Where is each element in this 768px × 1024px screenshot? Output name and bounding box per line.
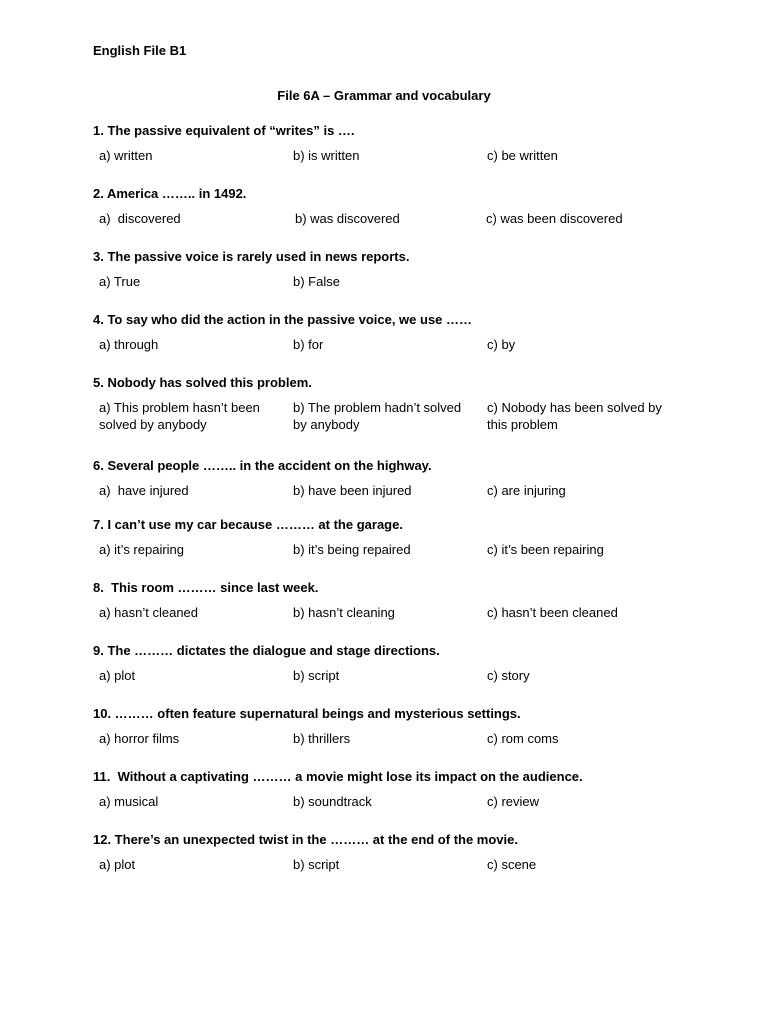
- option-c: c) rom coms: [487, 731, 559, 746]
- question-12: [93, 832, 693, 890]
- option-c: c) scene: [487, 857, 537, 872]
- option-c: c) it’s been repairing: [487, 542, 604, 557]
- question-3: [93, 249, 693, 307]
- answer-options: [93, 273, 693, 307]
- question-6: [93, 458, 693, 516]
- question-text: 12. There’s an unexpected twist in the ……… at the end of the movie.: [93, 832, 518, 847]
- option-c: c) hasn’t been cleaned: [487, 605, 618, 620]
- option-a: a) horror films: [99, 731, 180, 746]
- question-4: [93, 312, 693, 370]
- option-a: a) hasn’t cleaned: [99, 605, 199, 620]
- option-b: b) soundtrack: [293, 794, 372, 809]
- question-11: [93, 769, 693, 827]
- option-c: c) was been discovered: [486, 211, 623, 226]
- option-a: a) True: [99, 274, 141, 289]
- option-a: a) This problem hasn’t been solved by anybody: [99, 400, 264, 432]
- answer-options: [93, 399, 693, 433]
- question-text: 6. Several people …….. in the accident on the highway.: [93, 458, 432, 473]
- question-text: 4. To say who did the action in the passive voice, we use ……: [93, 312, 473, 327]
- page-title: File 6A – Grammar and vocabulary: [277, 88, 491, 103]
- question-7: [93, 517, 693, 575]
- answer-options: [93, 856, 693, 890]
- option-b: b) script: [293, 668, 340, 683]
- question-text: 8. This room ……… since last week.: [93, 580, 319, 595]
- answer-options: [93, 730, 693, 764]
- answer-options: [93, 482, 693, 516]
- option-a: a) it’s repairing: [99, 542, 185, 557]
- document-header: English File B1: [93, 43, 187, 58]
- option-a: a) through: [99, 337, 159, 352]
- question-2: [93, 186, 693, 244]
- option-b: b) hasn’t cleaning: [293, 605, 395, 620]
- question-1: [93, 123, 693, 181]
- option-a: a) have injured: [99, 483, 189, 498]
- answer-options: [93, 604, 693, 638]
- option-b: b) is written: [293, 148, 360, 163]
- question-10: [93, 706, 693, 764]
- answer-options: [93, 541, 693, 575]
- question-8: [93, 580, 693, 638]
- option-c: c) are injuring: [487, 483, 566, 498]
- answer-options: [93, 667, 693, 701]
- option-c: c) story: [487, 668, 530, 683]
- option-a: a) written: [99, 148, 153, 163]
- question-text: 7. I can’t use my car because ……… at the garage.: [93, 517, 403, 532]
- answer-options: [93, 147, 693, 181]
- option-c: c) by: [487, 337, 516, 352]
- option-a: a) discovered: [99, 211, 181, 226]
- question-text: 9. The ……… dictates the dialogue and stage directions.: [93, 643, 440, 658]
- question-text: 11. Without a captivating ……… a movie might lose its impact on the audience.: [93, 769, 583, 784]
- option-b: b) The problem hadn’t solved by anybody: [293, 400, 465, 432]
- option-b: b) have been injured: [293, 483, 412, 498]
- question-text: 1. The passive equivalent of “writes” is ….: [93, 123, 355, 138]
- answer-options: [93, 793, 693, 827]
- option-b: b) thrillers: [293, 731, 351, 746]
- question-9: [93, 643, 693, 701]
- option-a: a) plot: [99, 668, 136, 683]
- question-5: [93, 375, 693, 433]
- option-a: a) plot: [99, 857, 136, 872]
- option-b: b) was discovered: [295, 211, 400, 226]
- option-c: c) Nobody has been solved by this problem: [487, 400, 666, 432]
- answer-options: [93, 210, 693, 244]
- option-a: a) musical: [99, 794, 159, 809]
- question-text: 3. The passive voice is rarely used in news reports.: [93, 249, 410, 264]
- answer-options: [93, 336, 693, 370]
- question-text: 2. America …….. in 1492.: [93, 186, 247, 201]
- option-b: b) script: [293, 857, 340, 872]
- option-b: b) it’s being repaired: [293, 542, 411, 557]
- question-text: 10. ……… often feature supernatural beings and mysterious settings.: [93, 706, 521, 721]
- option-b: b) for: [293, 337, 324, 352]
- option-c: c) review: [487, 794, 540, 809]
- question-text: 5. Nobody has solved this problem.: [93, 375, 312, 390]
- option-c: c) be written: [487, 148, 558, 163]
- option-b: b) False: [293, 274, 340, 289]
